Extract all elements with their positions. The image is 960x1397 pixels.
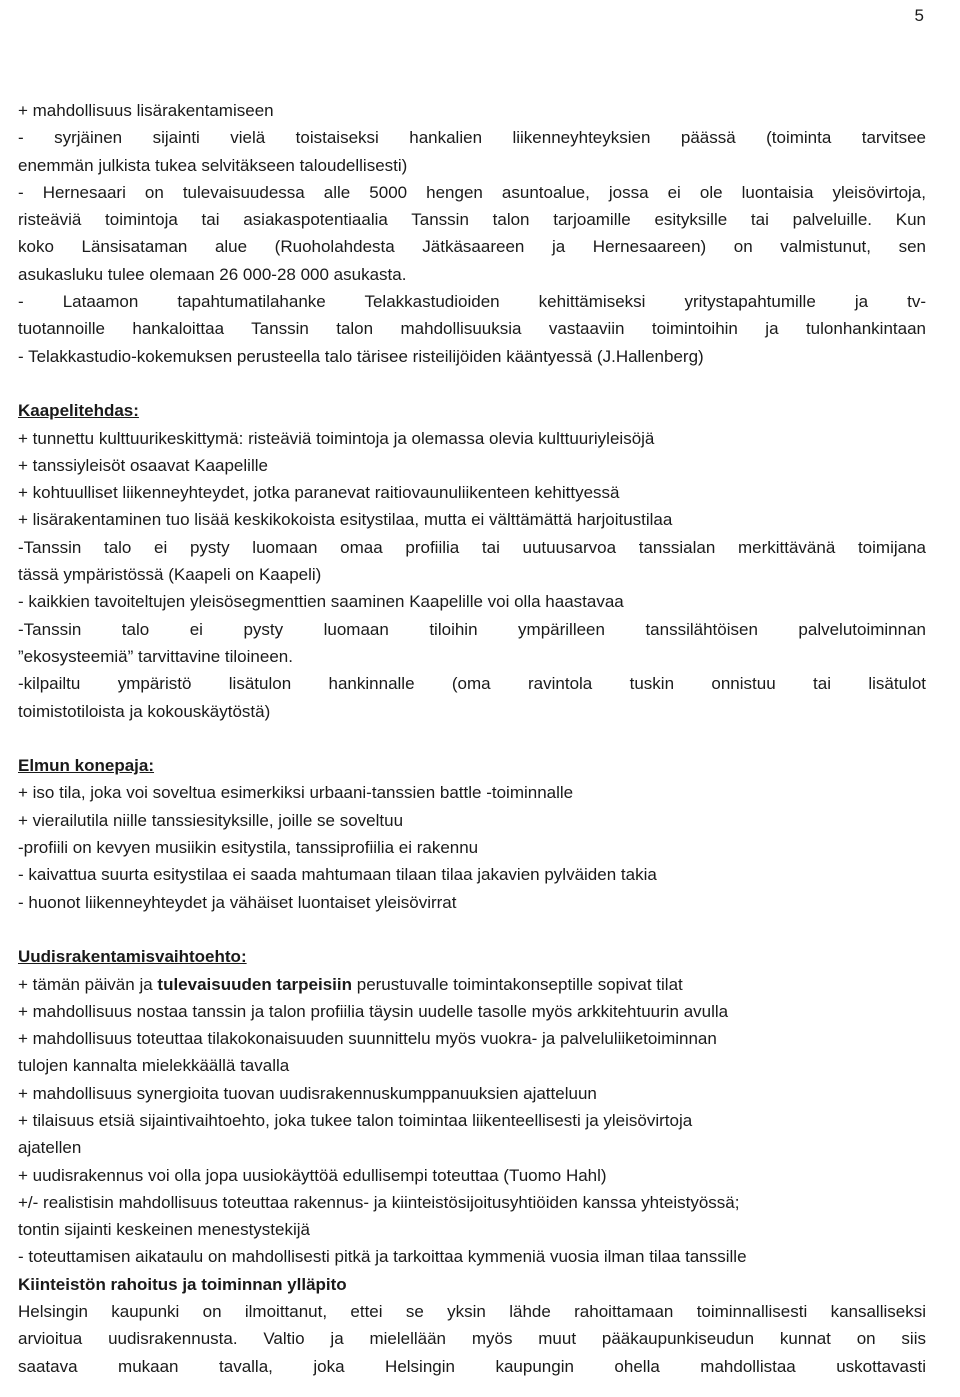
page-number: 5: [914, 6, 924, 25]
text-line: -Tanssin talo ei pysty luomaan omaa profiilia tai uutuusarvoa tanssialan merkittävänä toimijana: [18, 537, 926, 557]
text-line: -kilpailtu ympäristö lisätulon hankinnalle (oma ravintola tuskin onnistuu tai lisätulot: [18, 674, 926, 694]
text-line: - syrjäinen sijainti vielä toistaiseksi hankalien liikenneyhteyksien päässä (toiminta tarvitsee: [18, 128, 926, 148]
text-line: + mahdollisuus synergioita tuovan uudisrakennuskumppanuuksien ajatteluun: [18, 1083, 597, 1103]
text-line: saatava mukaan tavalla, joka Helsingin kaupungin ohella mahdollistaa uskottavasti: [18, 1356, 926, 1376]
text-line: + iso tila, joka voi soveltua esimerkiksi urbaani-tanssien battle -toiminnalle: [18, 783, 574, 803]
text-line: Helsingin kaupunki on ilmoittanut, ettei se yksin lähde rahoittamaan toiminnallisesti kansalliseksi: [18, 1302, 926, 1322]
section-rahoitus: [18, 1271, 926, 1380]
text-line: -profiili on kevyen musiikin esitystila, tanssiprofiilia ei rakennu: [18, 838, 479, 858]
text-line: - kaikkien tavoiteltujen yleisösegmenttien saaminen Kaapelille voi olla haastavaa: [18, 592, 624, 612]
text-line: - Hernesaari on tulevaisuudessa alle 5000 hengen asuntoalue, jossa ei ole luontaisia yleisövirtoja,: [18, 182, 926, 202]
section-heading: Uudisrakentamisvaihtoehto:: [18, 947, 247, 967]
text-line: + uudisrakennus voi olla jopa uusiokäyttöä edullisempi toteuttaa (Tuomo Hahl): [18, 1165, 607, 1185]
text-line: tontin sijainti keskeinen menestystekijä: [18, 1220, 310, 1240]
text-line: - Lataamon tapahtumatilahanke Telakkastudioiden kehittämiseksi yritystapahtumille ja tv-: [18, 292, 926, 312]
text-line: asukasluku tulee olemaan 26 000-28 000 asukasta.: [18, 264, 407, 284]
text-line: enemmän julkista tukea selvitäkseen taloudellisesti): [18, 155, 408, 175]
text-segment: perustuvalle toimintakonseptille sopivat tilat: [352, 974, 683, 994]
text-segment: + tämän päivän ja: [18, 974, 158, 994]
text-line: + tilaisuus etsiä sijaintivaihtoehto, joka tukee talon toimintaa liikenteellisesti ja yleisövirtoja: [18, 1110, 693, 1130]
text-line: toimistotiloista ja kokouskäytöstä): [18, 701, 271, 721]
text-line: + kohtuulliset liikenneyhteydet, jotka paranevat raitiovaunuliikenteen kehittyessä: [18, 483, 620, 503]
text-line: risteäviä toimintoja tai asiakaspotentiaalia Tanssin talon tarjoamille esityksille tai palveluille. Kun: [18, 210, 926, 230]
section-elmun-konepaja: [18, 752, 926, 916]
text-line: + mahdollisuus lisärakentamiseen: [18, 101, 274, 120]
bold-text-segment: tulevaisuuden tarpeisiin: [157, 974, 353, 994]
text-line: + tanssiyleisöt osaavat Kaapelille: [18, 455, 268, 475]
section-heading: Kiinteistön rahoitus ja toiminnan ylläpito: [18, 1274, 347, 1294]
text-line: +/- realistisin mahdollisuus toteuttaa rakennus- ja kiinteistösijoitusyhtiöiden kanssa yhteistyössä;: [18, 1192, 740, 1212]
text-line: - huonot liikenneyhteydet ja vähäiset luontaiset yleisövirrat: [18, 892, 457, 912]
text-line: tuotannoille hankaloittaa Tanssin talon mahdollisuuksia vastaaviin toimintoihin ja tulonhankintaan: [18, 319, 926, 339]
section-kaapelitehdas: [18, 397, 926, 725]
text-line: + tunnettu kulttuurikeskittymä: risteäviä toimintoja ja olemassa olevia kulttuuriyleisöjä: [18, 428, 655, 448]
text-line: + vierailutila niille tanssiesityksille, joille se soveltuu: [18, 810, 404, 830]
text-line: -Tanssin talo ei pysty luomaan tiloihin ympärilleen tanssilähtöisen palvelutoiminnan: [18, 619, 926, 639]
section-heading: Elmun konepaja:: [18, 756, 155, 776]
text-line: + lisärakentaminen tuo lisää keskikokoista esitystilaa, mutta ei välttämättä harjoitustilaa: [18, 510, 673, 530]
text-line: ”ekosysteemiä” tarvittavine tiloineen.: [18, 646, 293, 666]
text-line: [18, 971, 926, 998]
text-line: tässä ympäristössä (Kaapeli on Kaapeli): [18, 565, 322, 585]
text-line: - Telakkastudio-kokemuksen perusteella talo tärisee risteilijöiden kääntyessä (J.Hallenberg): [18, 346, 704, 366]
text-line: ajatellen: [18, 1138, 82, 1158]
section-heading: Kaapelitehdas:: [18, 401, 139, 421]
document-body: [18, 97, 926, 1380]
section-uudisrakentaminen: [18, 943, 926, 1271]
text-line: + mahdollisuus toteuttaa tilakokonaisuuden suunnittelu myös vuokra- ja palveluliiketoiminnan: [18, 1029, 717, 1049]
text-line: tulojen kannalta mielekkäällä tavalla: [18, 1056, 290, 1076]
text-line: - toteuttamisen aikataulu on mahdollisesti pitkä ja tarkoittaa kymmeniä vuosia ilman tilaa tanssille: [18, 1247, 747, 1267]
section-hernesaari: [18, 97, 926, 370]
text-line: - kaivattua suurta esitystilaa ei saada mahtumaan tilaan tilaa jakavien pylväiden takia: [18, 865, 657, 885]
text-line: arvioitua uudisrakennusta. Valtio ja mielellään myös muut pääkaupunkiseudun kunnat on siis: [18, 1329, 926, 1349]
text-line: + mahdollisuus nostaa tanssin ja talon profiilia täysin uudelle tasolle myös arkkitehtuurin avulla: [18, 1001, 729, 1021]
text-line: koko Länsisataman alue (Ruoholahdesta Jätkäsaareen ja Hernesaareen) on valmistunut, sen: [18, 237, 926, 257]
